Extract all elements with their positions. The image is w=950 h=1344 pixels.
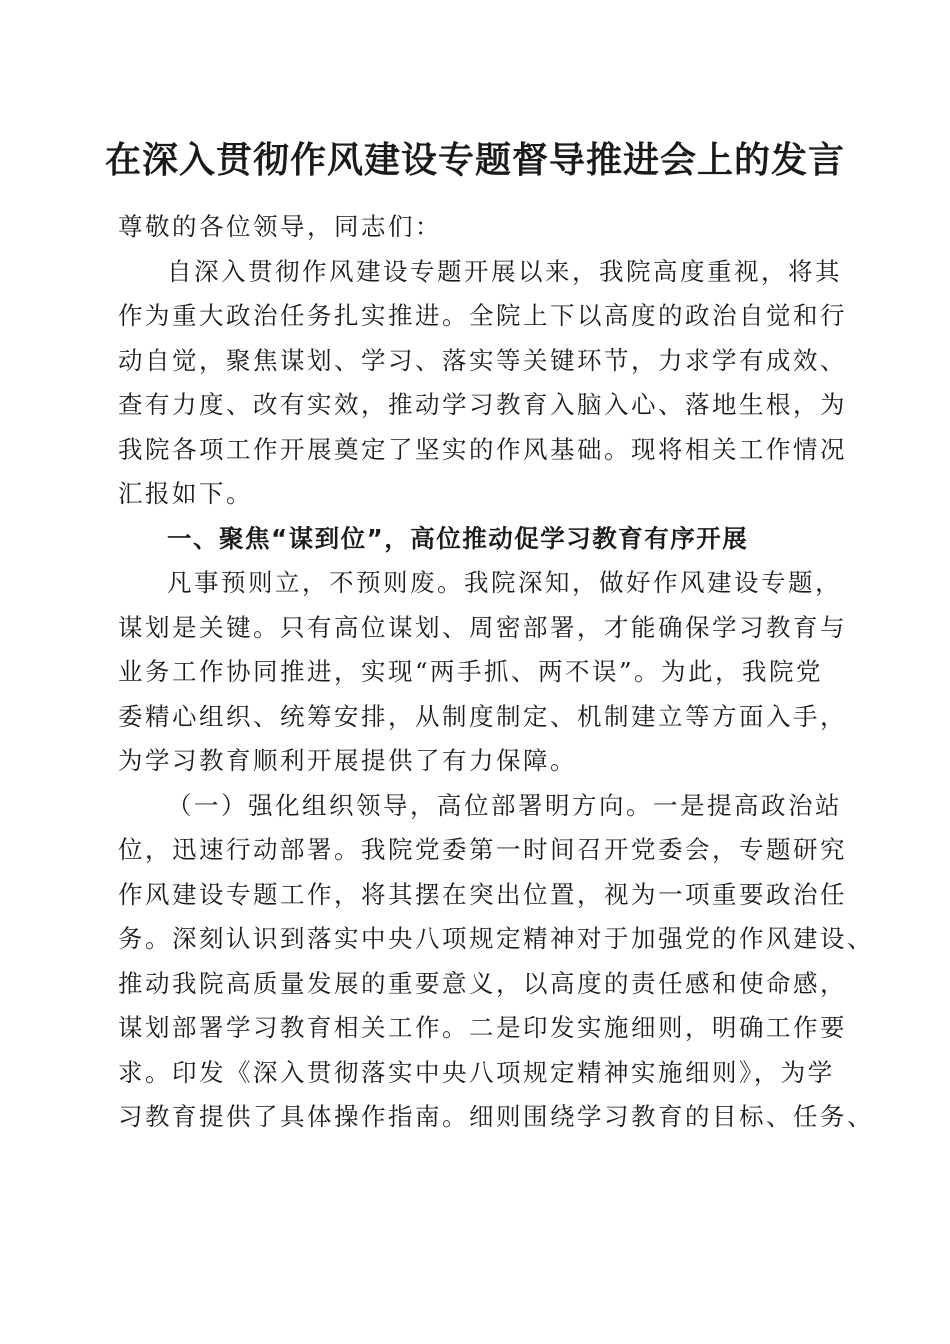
text-line: 位，迅速行动部署。我院党委第一时间召开党委会，专题研究 <box>118 835 847 864</box>
text-line: 查有力度、改有实效，推动学习教育入脑入心、落地生根，为 <box>118 390 847 419</box>
text-line: 动自觉，聚焦谋划、学习、落实等关键环节，力求学有成效、 <box>118 345 847 375</box>
text-line: 作为重大政治任务扎实推进。全院上下以高度的政治自觉和行 <box>118 301 847 330</box>
text-line: 汇报如下。 <box>118 479 253 508</box>
document-title: 在深入贯彻作风建设专题督导推进会上的发言 <box>104 139 845 181</box>
text-line: 凡事预则立，不预则废。我院深知，做好作风建设专题， <box>167 568 842 597</box>
text-line: 业务工作协同推进，实现“两手抓、两不误”。为此，我院党 <box>118 657 824 686</box>
text-line: 我院各项工作开展奠定了坚实的作风基础。现将相关工作情况 <box>118 434 847 464</box>
text-line: 求。印发《深入贯彻落实中央八项规定精神实施细则》，为学 <box>118 1057 835 1087</box>
text-line: 为学习教育顺利开展提供了有力保障。 <box>118 746 577 775</box>
section-heading: 一、聚焦“谋到位”，高位推动促学习教育有序开展 <box>167 523 749 553</box>
text-line: 谋划部署学习教育相关工作。二是印发实施细则，明确工作要 <box>118 1013 847 1042</box>
document-body <box>118 205 874 1140</box>
text-line: 习教育提供了具体操作指南。细则围绕学习教育的目标、任务、 <box>118 1102 874 1131</box>
text-line: 谋划是关键。只有高位谋划、周密部署，才能确保学习教育与 <box>118 612 847 642</box>
text-line: （一）强化组织领导，高位部署明方向。一是提高政治站 <box>167 790 842 820</box>
text-line: 推动我院高质量发展的重要意义，以高度的责任感和使命感， <box>118 968 847 998</box>
text-line: 自深入贯彻作风建设专题开展以来，我院高度重视，将其 <box>167 256 842 286</box>
text-line: 尊敬的各位领导，同志们： <box>118 212 442 241</box>
text-line: 作风建设专题工作，将其摆在突出位置，视为一项重要政治任 <box>118 879 847 909</box>
text-line: 务。深刻认识到落实中央八项规定精神对于加强党的作风建设、 <box>118 924 874 953</box>
text-line: 委精心组织、统筹安排，从制度制定、机制建立等方面入手， <box>118 701 847 731</box>
